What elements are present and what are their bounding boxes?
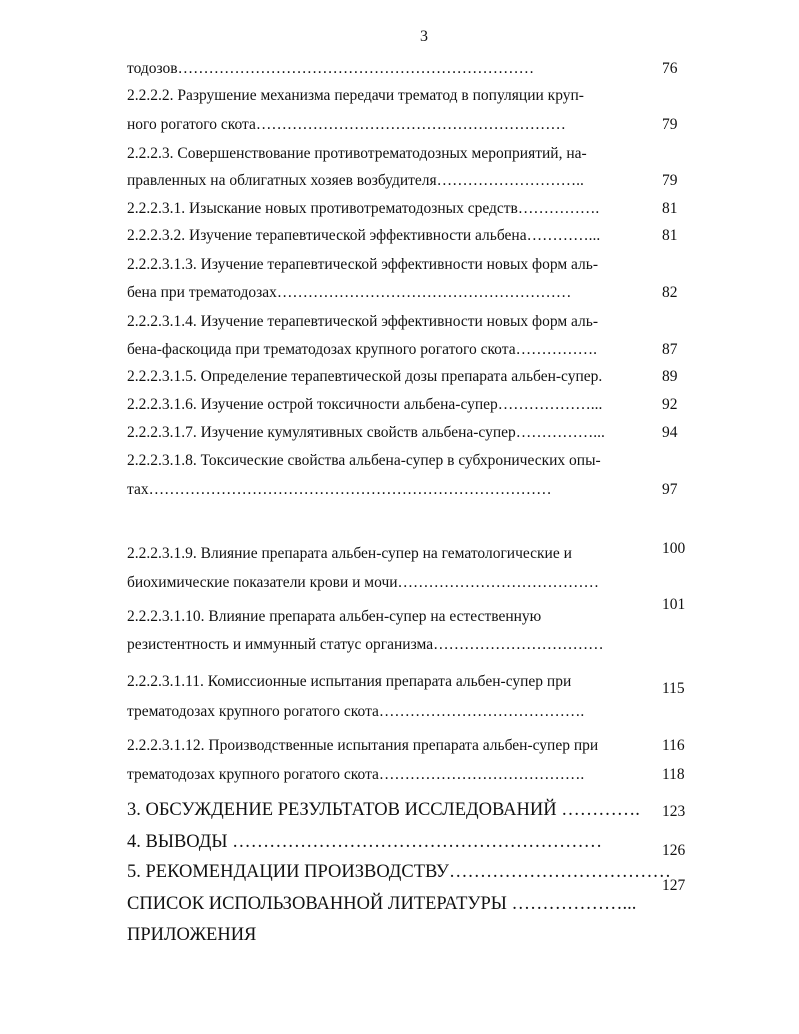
toc-entry-line: 2.2.2.3.1. Изыскание новых противотрематодозных средств……………. [127, 200, 600, 217]
toc-page-number: 81 [662, 200, 678, 217]
toc-page-number: 92 [662, 396, 678, 413]
toc-page-number: 101 [662, 596, 686, 613]
toc-section-line: СПИСОК ИСПОЛЬЗОВАННОЙ ЛИТЕРАТУРЫ ………………... [127, 894, 637, 914]
toc-page-number: 89 [662, 368, 678, 385]
toc-entry-line: резистентность и иммунный статус организма…………………………… [127, 636, 604, 653]
toc-page-number: 94 [662, 424, 678, 441]
page-number: 3 [420, 28, 428, 45]
toc-entry-line: 2.2.2.3.1.10. Влияние препарата альбен-супер на естественную [127, 608, 542, 625]
toc-page-number: 79 [662, 116, 678, 133]
toc-entry-line: 2.2.2.3.1.7. Изучение кумулятивных свойств альбена-супер……………... [127, 424, 605, 441]
toc-page-number: 82 [662, 284, 678, 301]
toc-entry-line: тодозов…………………………………………………………… [127, 60, 535, 77]
toc-entry-line: трематодозах крупного рогатого скота…………………………………. [127, 766, 585, 783]
toc-page-number: 123 [662, 803, 686, 820]
toc-page-number: 87 [662, 341, 678, 358]
toc-entry-line: правленных на облигатных хозяев возбудителя……………………….. [127, 172, 584, 189]
toc-entry-line: 2.2.2.3.1.11. Комиссионные испытания препарата альбен-супер при [127, 673, 572, 690]
toc-entry-line: 2.2.2.3.1.4. Изучение терапевтической эффективности новых форм аль- [127, 313, 599, 330]
toc-section-line: 3. ОБСУЖДЕНИЕ РЕЗУЛЬТАТОВ ИССЛЕДОВАНИЙ …………. [127, 800, 640, 820]
toc-page-number: 76 [662, 60, 678, 77]
toc-page-number: 79 [662, 172, 678, 189]
toc-entry-line: биохимические показатели крови и мочи………………………………… [127, 574, 600, 591]
toc-page-number: 127 [662, 877, 686, 894]
toc-entry-line: 2.2.2.3.1.12. Производственные испытания препарата альбен-супер при [127, 737, 599, 754]
toc-page-number: 126 [662, 842, 686, 859]
toc-entry-line: 2.2.2.3. Совершенствование противотрематодозных мероприятий, на- [127, 145, 587, 162]
toc-entry-line: бена при трематодозах………………………………………………… [127, 284, 572, 301]
toc-entry-line: 2.2.2.3.2. Изучение терапевтической эффективности альбена…………... [127, 227, 601, 244]
toc-entry-line: бена-фаскоцида при трематодозах крупного рогатого скота……………. [127, 341, 597, 358]
toc-section-line: 4. ВЫВОДЫ …………………………………………………… [127, 832, 603, 852]
toc-page-number: 97 [662, 481, 678, 498]
toc-entry-line: 2.2.2.3.1.9. Влияние препарата альбен-супер на гематологические и [127, 545, 572, 562]
toc-entry-line: 2.2.2.3.1.6. Изучение острой токсичности альбена-супер………………... [127, 396, 603, 413]
toc-entry-line: 2.2.2.3.1.3. Изучение терапевтической эффективности новых форм аль- [127, 256, 599, 273]
toc-entry-line: ного рогатого скота…………………………………………………… [127, 116, 566, 133]
toc-entry-line: тах…………………………………………………………………… [127, 481, 552, 498]
toc-entry-line: 2.2.2.3.1.8. Токсические свойства альбена-супер в субхронических опы- [127, 452, 601, 469]
toc-page-number: 116 [662, 737, 685, 754]
toc-section-line: 5. РЕКОМЕНДАЦИИ ПРОИЗВОДСТВУ……………………………… [127, 862, 671, 882]
toc-page-number: 100 [662, 540, 686, 557]
toc-entry-line: трематодозах крупного рогатого скота…………………………………. [127, 703, 585, 720]
toc-page-number: 118 [662, 766, 685, 783]
toc-page-number: 115 [662, 680, 685, 697]
toc-section-line: ПРИЛОЖЕНИЯ [127, 925, 257, 945]
toc-entry-line: 2.2.2.3.1.5. Определение терапевтической дозы препарата альбен-супер. [127, 368, 603, 385]
toc-page-number: 81 [662, 227, 678, 244]
toc-entry-line: 2.2.2.2. Разрушение механизма передачи трематод в популяции круп- [127, 87, 584, 104]
